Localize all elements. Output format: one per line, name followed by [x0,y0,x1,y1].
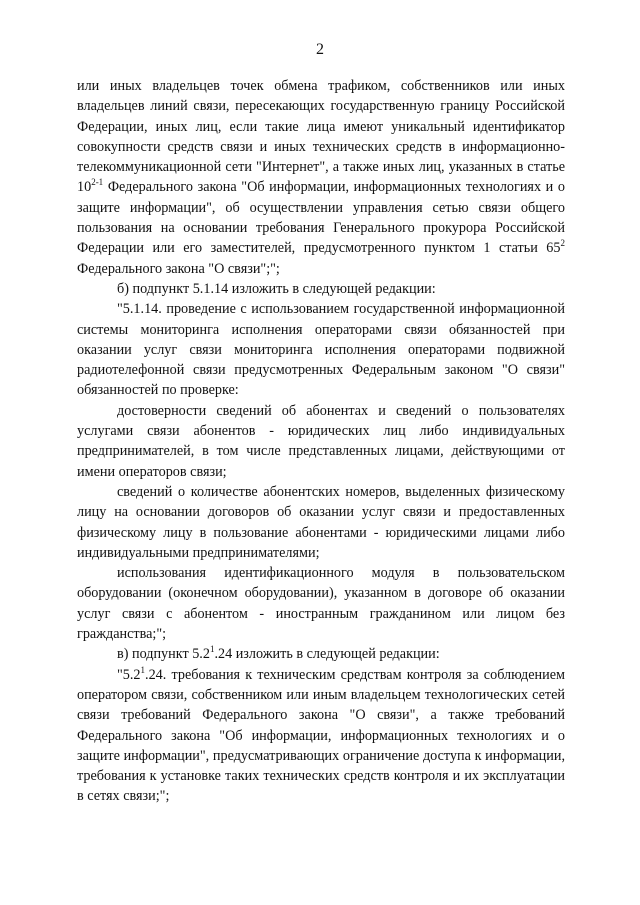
text-run: б) подпункт 5.1.14 изложить в следующей редакции: [117,280,436,297]
text-run: .24 изложить в следующей редакции: [214,646,440,663]
text-run: "5.2 [117,666,141,683]
paragraph-p2 [77,279,565,299]
text-run: в) подпункт 5.2 [117,646,210,663]
superscript: 1 [140,664,146,675]
text-run: Федерального закона "Об информации, информационных технологиях и о защите информации", об осуществлении управления сетью связи общего пользования на основании требования Генерального прокурора Российской Федерации или его заместителей, предусмотренного пунктом 1 статьи 65 [77,179,565,257]
text-run: использования идентификационного модуля в пользовательском оборудовании (оконечном оборудовании), указанном в договоре об оказании услуг связи с абонентом - иностранным гражданином или лицом без гражданства;"; [77,565,565,643]
paragraph-p8 [77,665,565,807]
text-run: .24. требования к техническим средствам контроля за соблюдением оператором связи, собственником или иным владельцем технологических сетей связи требований Федерального закона "О связи", а также требований Федерального закона "Об информации, информационных технологиях и о защите информации", предусматривающих ограничение доступа к информации, требования к установке таких технических средств контроля и их эксплуатации в сетях связи;"; [77,666,565,805]
paragraph-p4 [77,401,565,482]
paragraph-p7 [77,644,565,664]
page-number: 2 [316,41,324,58]
paragraph-p5 [77,482,565,563]
paragraph-p3 [77,299,565,400]
text-run: сведений о количестве абонентских номеров, выделенных физическому лицу на основании договоров об оказании услуг связи и предоставленных физическому лицу в пользование абонентами - юридическими лицами либо индивидуальными предпринимателями; [77,483,565,561]
document-body [77,76,565,807]
text-run: достоверности сведений об абонентах и сведений о пользователях услугами связи абонентов - юридических лиц либо индивидуальных предпринимателей, в том числе представленных лицами, действующими от имени операторов связи; [77,402,565,480]
text-run: Федерального закона "О связи";"; [77,260,280,277]
paragraph-p1 [77,76,565,279]
superscript: 2-1 [91,177,104,188]
text-run: или иных владельцев точек обмена трафиком, собственников или иных владельцев линий связи, пересекающих государственную границу Российской Федерации, иных лиц, если такие лица имеют уникальный идентификатор совокупности средств связи и иных технических средств в информационно-телекоммуникационной сети "Интернет", а также иных лиц, указанных в статье 10 [77,78,565,196]
text-run: "5.1.14. проведение с использованием государственной информационной системы мониторинга исполнения операторами связи обязанностей при оказании услуг связи мониторинга исполнения операторами подвижной радиотелефонной связи предусмотренных Федеральным законом "О связи" обязанностей по проверке: [77,301,565,399]
paragraph-p6 [77,563,565,644]
superscript: 1 [209,644,215,655]
superscript: 2 [560,238,565,249]
